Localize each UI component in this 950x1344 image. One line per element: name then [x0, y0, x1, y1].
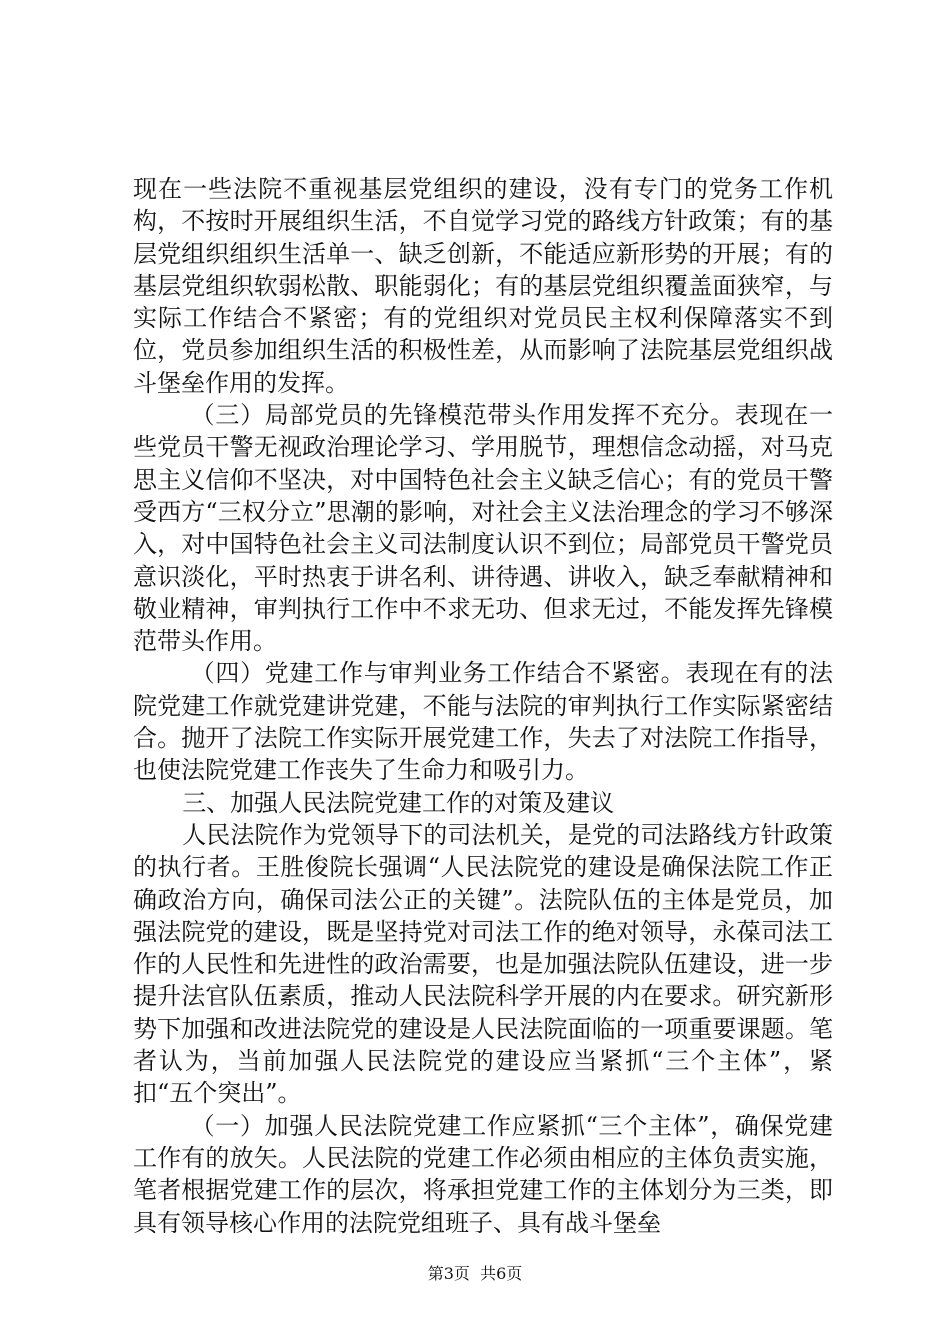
document-body	[133, 173, 833, 1239]
paragraph-section-four: （四）党建工作与审判业务工作结合不紧密。表现在有的法院党建工作就党建讲党建，不能与法院的审判执行工作实际紧密结合。抛开了法院工作实际开展党建工作，失去了对法院工作指导，也使法院党建工作丧失了生命力和吸引力。	[133, 659, 833, 785]
paragraph-section-three: （三）局部党员的先锋模范带头作用发挥不充分。表现在一些党员干警无视政治理论学习、学用脱节，理想信念动摇，对马克思主义信仰不坚决，对中国特色社会主义缺乏信心；有的党员干警受西方“三权分立”思潮的影响，对社会主义法治理念的学习不够深入，对中国特色社会主义司法制度认识不到位；局部党员干警党员意识淡化，平时热衷于讲名利、讲待遇、讲收入，缺乏奉献精神和敬业精神，审判执行工作中不求无功、但求无过，不能发挥先锋模范带头作用。	[133, 401, 833, 656]
paragraph-continuation: 现在一些法院不重视基层党组织的建设，没有专门的党务工作机构，不按时开展组织生活，不自觉学习党的路线方针政策；有的基层党组织组织生活单一、缺乏创新，不能适应新形势的开展；有的基层党组织软弱松散、职能弱化；有的基层党组织覆盖面狭窄，与实际工作结合不紧密；有的党组织对党员民主权利保障落实不到位，党员参加组织生活的积极性差，从而影响了法院基层党组织战斗堡垒作用的发挥。	[133, 175, 833, 397]
paragraph-subsection-one: （一）加强人民法院党建工作应紧抓“三个主体”，确保党建工作有的放矢。人民法院的党建工作必须由相应的主体负责实施，笔者根据党建工作的层次，将承担党建工作的主体划分为三类，即具有领导核心作用的法院党组班子、具有战斗堡垒	[133, 1111, 833, 1237]
paragraph-intro: 人民法院作为党领导下的司法机关，是党的司法路线方针政策的执行者。王胜俊院长强调“人民法院党的建设是确保法院工作正确政治方向，确保司法公正的关键”。法院队伍的主体是党员，加强法院党的建设，既是坚持党对司法工作的绝对领导，永葆司法工作的人民性和先进性的政治需要，也是加强法院队伍建设，进一步提升法官队伍素质，推动人民法院科学开展的内在要求。研究新形势下加强和改进法院党的建设是人民法院面临的一项重要课题。笔者认为，当前加强人民法院党的建设应当紧抓“三个主体”，紧扣“五个突出”。	[133, 820, 833, 1108]
page-number-footer: 第3页 共6页	[427, 1264, 523, 1283]
section-heading: 三、加强人民法院党建工作的对策及建议	[182, 788, 615, 817]
